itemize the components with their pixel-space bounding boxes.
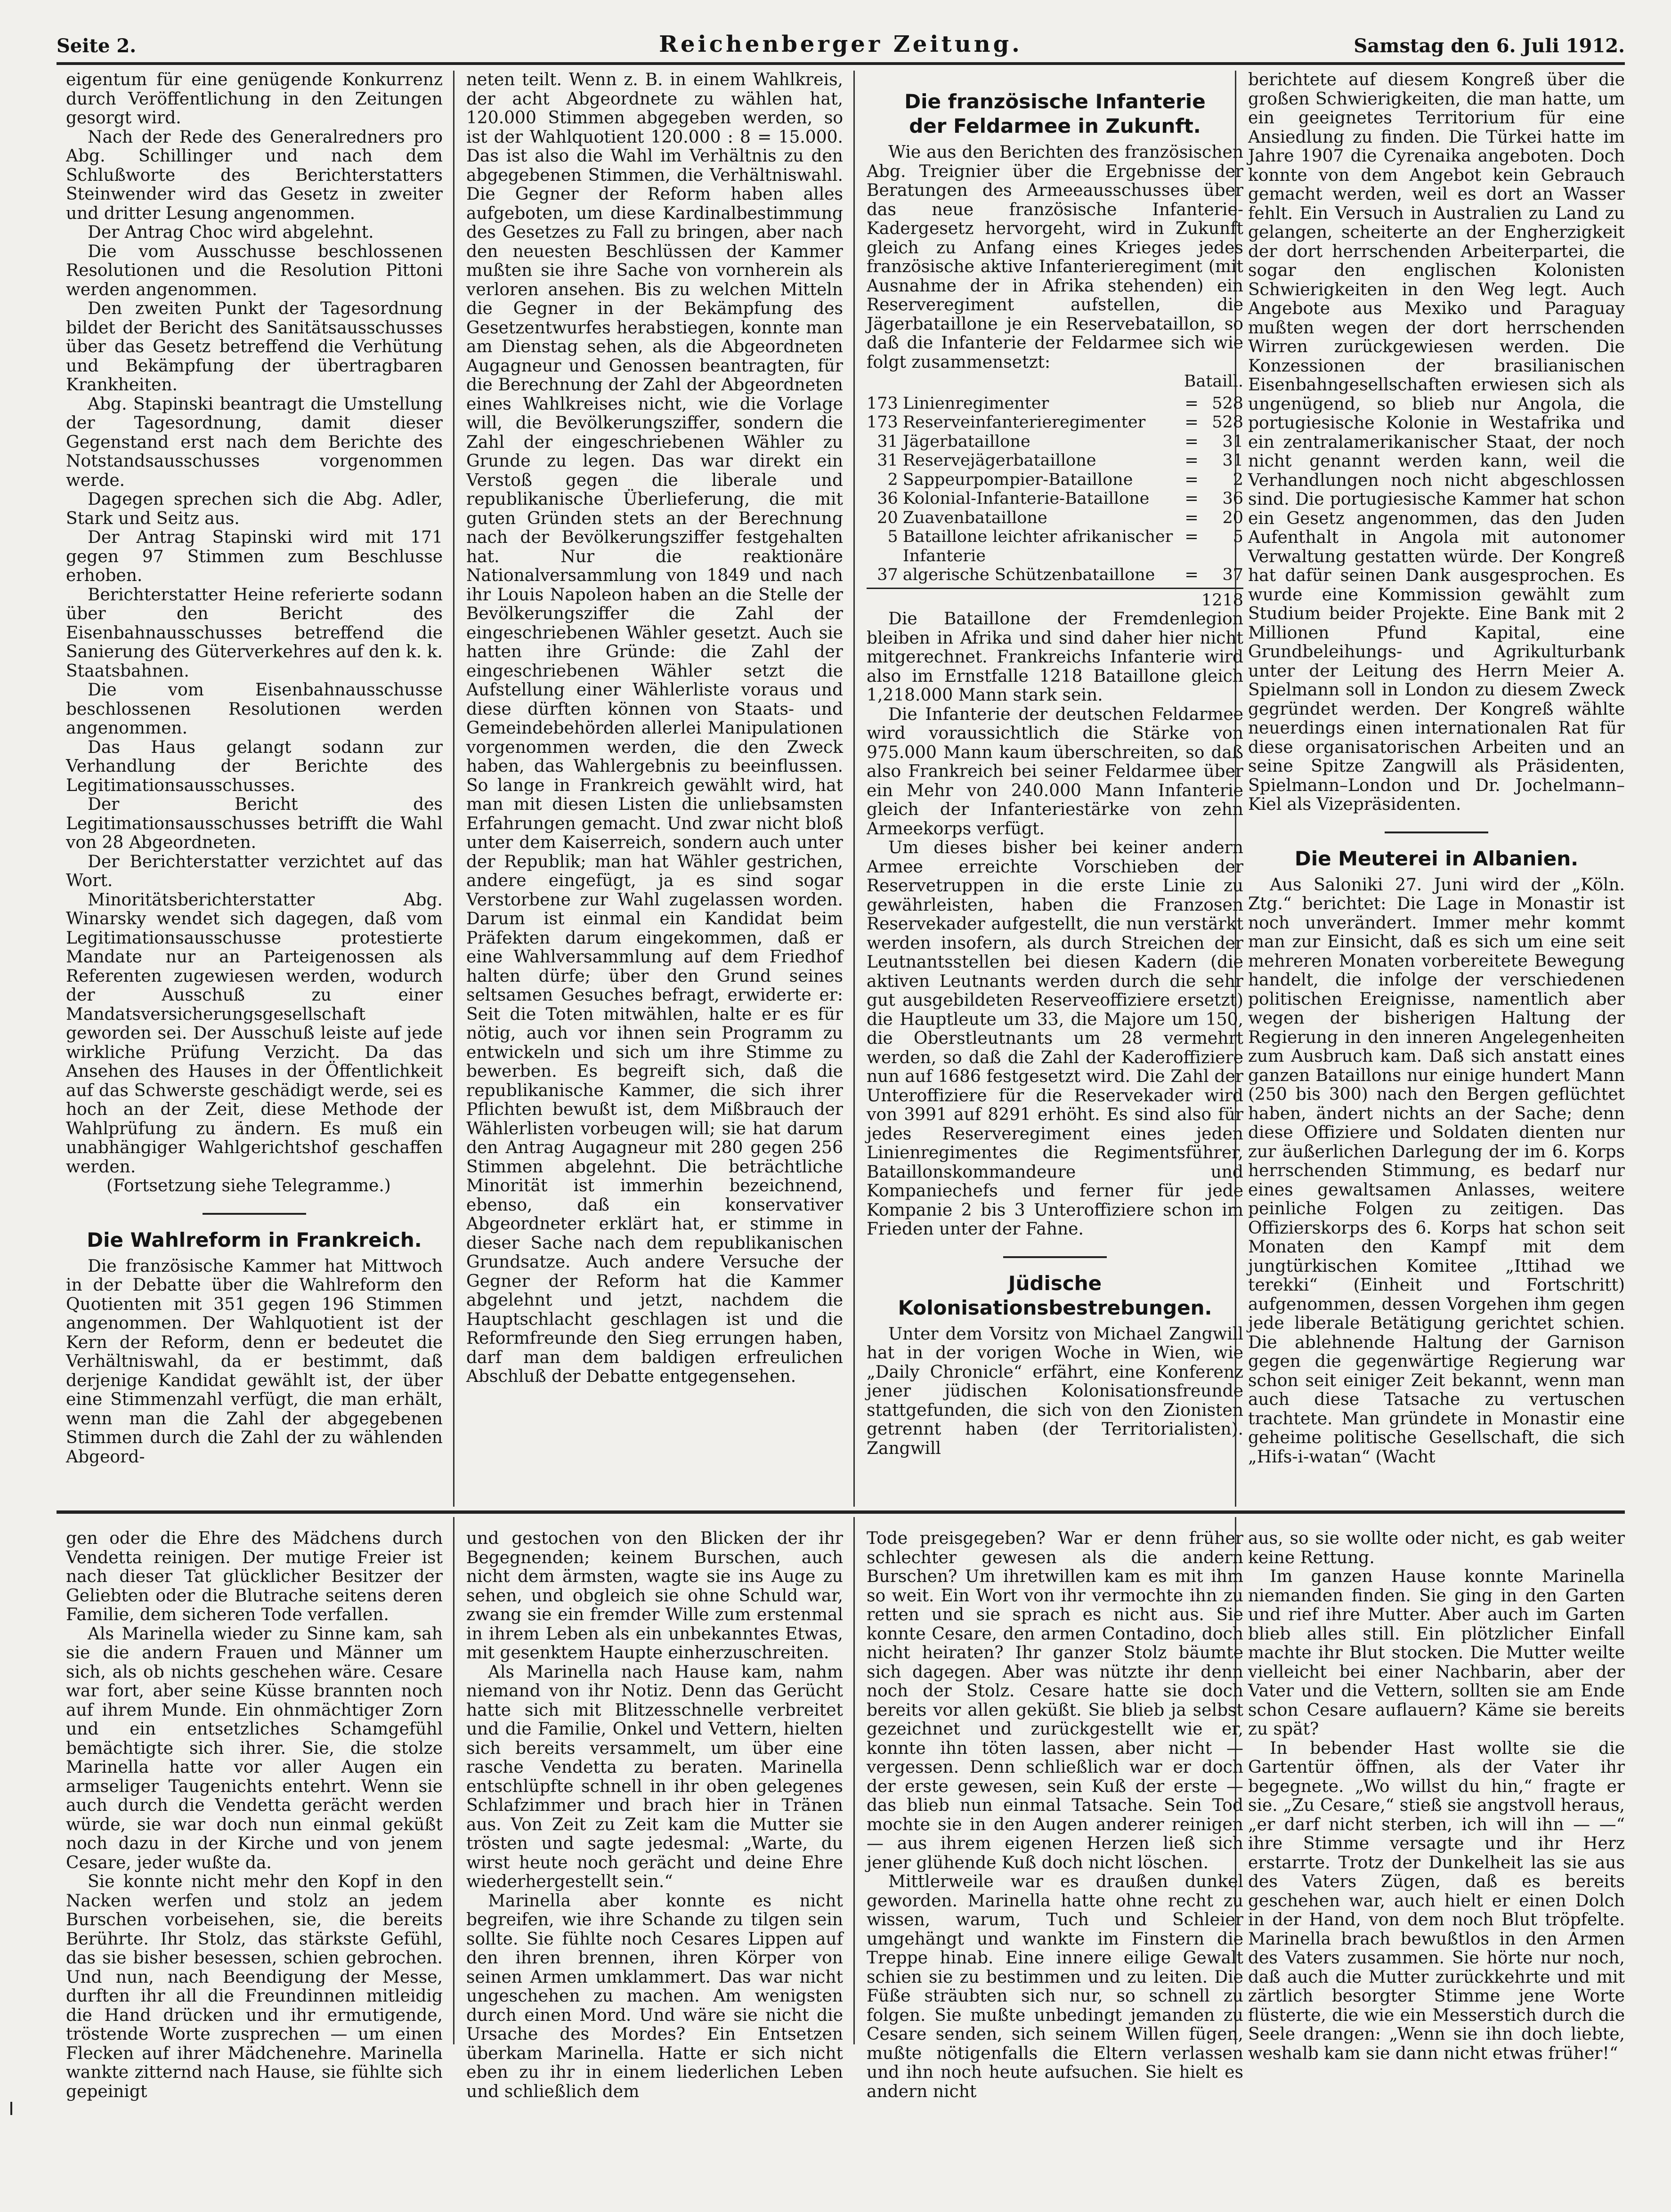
article-headline	[867, 89, 1243, 138]
paragraph: Als Marinella nach Hause kam, nahm niemand von ihr Notiz. Denn das Gerücht hatte sich mit Blitzesschnelle verbreitet und die Familie, Onkel und Vettern, hielten sich bereits versammelt, um über eine rasche Vendetta zu beraten. Marinella entschlüpfte schnell in ihr oben gelegenes Schlafzimmer und brach hier in Tränen aus. Von Zeit zu Zeit kam die Mutter sie trösten und sagte jedesmal: „Warte, du wirst heute noch gerächt und deine Ehre wiederhergestellt sein.“	[466, 1662, 843, 1891]
unit-count: 36	[877, 489, 898, 508]
paragraph: neten teilt. Wenn z. B. in einem Wahlkreis, der acht Abgeordnete zu wählen hat, 120.000 Stimmen abgegeben werden, so ist der Wahlquotient 120.000 : 8 = 15.000. Das ist also die Wahl im Verhältnis zu den abgegebenen Stimmen, die Verhältniswahl. Die Gegner der Reform haben alles aufgeboten, um diese Kardinalbestimmung des Gesetzes zu Fall zu bringen, aber nach den neuesten Beschlüssen der Kammer mußten sie ihre Sache von vornherein als verloren ansehen. Bis zu welchen Mitteln die Gegner in der Bekämpfung des Gesetzentwurfes herabstiegen, konnte man am Dienstag sehen, als die Abgeordneten Augagneur und Genossen beantragten, für die Berechnung der Zahl der Abgeordneten eines Wahlkreises nicht, wie die Vorlage will, die Bevölkerungsziffer, sondern die Zahl der eingeschriebenen Wähler zu Grunde zu legen. Das war direkt ein Verstoß gegen die liberale und republikanische Überlieferung, die mit guten Gründen stets an der Berechnung nach der Bevölkerungsziffer festgehalten hat. Nur die reaktionäre Nationalversammlung von 1849 und nach ihr Louis Napoleon haben an die Stelle der Bevölkerungsziffer die Zahl der eingeschriebenen Wähler gesetzt. Auch sie hatten ihre Gründe: die Zahl der eingeschriebenen Wähler setzt die Aufstellung einer Wählerliste voraus und diese dürften können von Staats- und Gemeindebehörden allerlei Manipulationen vorgenommen werden, die den Zweck haben, das Wahlergebnis zu beeinflussen. So lange in Frankreich gewählt wird, hat man mit diesen Listen die unliebsamsten Erfahrungen gemacht. Und zwar nicht bloß unter dem Kaiserreich, sondern auch unter der Republik; man hat Wähler gestrichen, andere eingefügt, ja es sind sogar Verstorbene zur Wahl zugelassen worden. Darum ist einmal ein Kandidat beim Präfekten darum eingekommen, daß er eine Wahlversammlung auf dem Friedhof halten dürfe; über den Grund seines seltsamen Gesuches befragt, erwiderte er: Seit die Toten mitwählen, halte er es für nötig, auch vor ihnen sein Programm zu entwickeln und sich um ihre Stimme zu bewerben. Es begreift sich, daß die republikanische Kammer, die sich ihrer Pflichten bewußt ist, dem Mißbrauch der Wählerlisten vorbeugen will; sie hat darum den Antrag Augagneur mit 280 gegen 256 Stimmen abgelehnt. Die beträchtliche Minorität ist immerhin bezeichnend, ebenso, daß ein konservativer Abgeordneter erklärt hat, er stimme in dieser Sache nach dem republikanischen Grundsatze. Auch andere Versuche der Gegner der Reform hat die Kammer abgelehnt und jetzt, nachdem die Hauptschlacht geschlagen ist und die Reformfreunde den Sieg errungen haben, darf man dem baldigen erfreulichen Abschluß der Debatte entgegensehen.	[466, 70, 843, 1386]
feuilleton-column-3	[867, 1529, 1243, 2101]
paragraph: Um dieses bisher bei keiner andern Armee erreichte Vorschieben der Reservetruppen in die erste Linie zu gewährleisten, haben die Franzosen Reservekader aufgestellt, die nun verstärkt werden insofern, als durch Streichen der Leutnantsstellen bei diesen Kadern (die aktiven Leutnants werden durch die sehr gut ausgebildeten Reserveoffiziere ersetzt) die Hauptleute um 33, die Majore um 150, die Oberstleutnants um 28 vermehrt werden, so daß die Zahl der Kaderoffiziere nun auf 1686 festgesetzt wird. Die Zahl der Unteroffiziere für die Reservekader wird von 3991 auf 8291 erhöht. Es sind also für jedes Reserveregiment eines jeden Linienregimentes die Regimentsführer, Bataillonskommandeure und Kompaniechefs und ferner für jede Kompanie 2 bis 3 Unteroffiziere schon im Frieden unter der Fahne.	[867, 838, 1243, 1239]
paragraph: berichtete auf diesem Kongreß über die großen Schwierigkeiten, die man hatte, um ein geeignetes Territorium für eine Ansiedlung zu finden. Die Türkei hatte im Jahre 1907 die Cyrenaika angeboten. Doch konnte von dem Angebot kein Gebrauch gemacht werden, weil es dort an Wasser fehlt. Ein Versuch in Australien zu Land zu gelangen, scheiterte an der Engherzigkeit der dort herrschenden Arbeiterpartei, die sogar den englischen Kolonisten Schwierigkeiten in den Weg legt. Auch Angebote aus Mexiko und Paraguay mußten wegen der dort herrschenden Wirren zurückgewiesen werden. Die Konzessionen der brasilianischen Eisenbahngesellschaften erwiesen sich als ungenügend, so blieb nur Angola, die portugiesische Kolonie in Westafrika und ein zentralamerikanischer Staat, der noch nicht genannt werden kann, weil die Verhandlungen noch nicht abgeschlossen sind. Die portugiesische Kammer hat schon ein Gesetz angenommen, das den Juden Aufenthalt in Angola mit autonomer Verwaltung gestatten würde. Der Kongreß hat dafür seinen Dank ausgesprochen. Es wurde eine Kommission gewählt zum Studium beider Projekte. Eine Bank mit 2 Millionen Pfund Kapital, eine Grundbeleihungs- und Agrikulturbank unter der Leitung des Herrn Meier A. Spielmann soll in London zu diesem Zweck gegründet werden. Der Kongreß wählte neuerdings einen internationalen Rat für diese organisatorischen Arbeiten und an seine Spitze Zangwill als Präsidenten, Spielmann–London und Dr. Jochelmann–Kiel als Vizepräsidenten.	[1248, 70, 1625, 814]
column-rule	[453, 1517, 454, 2044]
unit-count: 20	[877, 508, 898, 527]
equals-sign: =	[1184, 451, 1199, 470]
unit-name: Reserveinfanterieregimenter	[902, 413, 1146, 432]
paragraph: Das Haus gelangt sodann zur Verhandlung der Berichte des Legitimationsausschusses.	[66, 737, 443, 795]
table-row	[867, 509, 1243, 528]
battalion-count: 5	[1233, 527, 1243, 546]
header-rule	[57, 62, 1625, 65]
paragraph: aus, so sie wollte oder nicht, es gab weiter keine Rettung.	[1248, 1529, 1625, 1567]
unit-name: Sappeurpompier-Bataillone	[902, 470, 1133, 489]
unit-name: Linienregimenter	[902, 394, 1049, 413]
paragraph: Den zweiten Punkt der Tagesordnung bildet der Bericht des Sanitätsausschusses über das Gesetz betreffend die Verhütung und Bekämpfung der übertragbaren Krankheiten.	[66, 299, 443, 395]
paragraph: In bebender Hast wollte sie die Gartentür öffnen, als der Vater ihr begegnete. „Wo willst du hin,“ fragte er sie. „Zu Cesare,“ stieß sie angstvoll heraus, „er darf nicht sterben, ich will ihn — —“ ihre Stimme versagte und ihr Herz erstarrte. Trotz der Dunkelheit las sie aus des Vaters Zügen, daß es bereits geschehen war, auch hielt er einen Dolch in der Hand, von dem noch Blut tröpfelte. Marinella brach bewußtlos in den Armen des Vaters zusammen. Sie hörte nur noch, daß auch die Mutter zurückkehrte und mit zärtlich besorgter Stimme jene Worte flüsterte, die wie ein Messerstich durch die Seele drangen: „Wenn sie ihn doch liebte, weshalb kam sie dann nicht etwas früher!“	[1248, 1738, 1625, 2063]
paragraph: Mittlerweile war es draußen dunkel geworden. Marinella hatte ohne recht zu wissen, warum, Tuch und Schleier umgehängt und wankte im Finstern die Treppe hinab. Eine innere eilige Gewalt schien sie zu bestimmen und zu leiten. Die Füße sträubten sich nur, so schnell zu folgen. Sie mußte unbedingt jemanden zu Cesare senden, sich seinem Willen fügen, mußte nötigenfalls die Eltern verlassen und ihn noch heute aufsuchen. Sie hielt es andern nicht	[867, 1872, 1243, 2101]
headline-line: Die französische Infanterie	[904, 90, 1206, 113]
unit-count: 31	[877, 451, 898, 470]
section-separator	[1385, 832, 1488, 833]
column-2	[466, 71, 843, 1500]
article-headline: Die Meuterei in Albanien.	[1294, 847, 1579, 870]
feuilleton-column-4	[1248, 1529, 1625, 2063]
unit-count: 173	[867, 394, 898, 413]
paragraph: Als Marinella wieder zu Sinne kam, sah sie die andern Frauen und Männer um sich, als ob nichts geschehen wäre. Cesare war fort, aber seine Küsse brannten noch auf ihrem Munde. Ein ohnmächtiger Zorn und ein entsetzliches Schamgefühl bemächtigte sich ihrer. Sie, die stolze Marinella hatte vor aller Augen ein armseliger Taugenichts entehrt. Wenn sie auch durch die Vendetta gerächt werden würde, sie war doch nun einmal geküßt noch dazu in der Kirche und von jenem Cesare, jeder wußte da.	[66, 1624, 443, 1873]
margin-mark	[10, 2102, 12, 2115]
unit-name: Zuavenbataillone	[902, 508, 1047, 527]
battalion-count: 20	[1222, 508, 1243, 527]
equals-sign: =	[1184, 489, 1199, 508]
column-1	[66, 71, 443, 1500]
table-row	[867, 413, 1243, 432]
paragraph: Der Antrag Stapinski wird mit 171 gegen 97 Stimmen zum Beschlusse erhoben.	[66, 528, 443, 585]
equals-sign: =	[1184, 432, 1199, 451]
article-headline: Die Wahlreform in Frankreich.	[87, 1228, 422, 1251]
paragraph: Die vom Eisenbahnausschusse beschlossenen Resolutionen werden angenommen.	[66, 680, 443, 738]
equals-sign: =	[1184, 565, 1199, 584]
battalion-count: 528	[1212, 413, 1243, 432]
battalion-count: 2	[1233, 470, 1243, 489]
newspaper-title: Reichenberger Zeitung.	[659, 31, 1022, 57]
battalion-table	[867, 394, 1243, 585]
table-row	[867, 451, 1243, 470]
feuilleton-column-1	[66, 1529, 443, 2101]
paragraph: Berichterstatter Heine referierte sodann über den Bericht des Eisenbahnausschusses betreffend die Sanierung des Güterverkehres auf den k. k. Staatsbahnen.	[66, 585, 443, 681]
unit-count: 173	[867, 413, 898, 432]
table-total: 1218	[867, 588, 1243, 610]
equals-sign: =	[1184, 470, 1199, 489]
equals-sign: =	[1184, 394, 1199, 413]
column-rule	[853, 1517, 855, 2044]
unit-name: algerische Schützenbataillone	[902, 565, 1155, 584]
equals-sign: =	[1184, 508, 1199, 527]
unit-name: Jägerbataillone	[902, 432, 1030, 451]
table-row	[867, 565, 1243, 585]
battalion-count: 31	[1222, 451, 1243, 470]
column-rule	[853, 71, 855, 1507]
paragraph: Die vom Ausschusse beschlossenen Resolutionen und die Resolution Pittoni werden angenommen.	[66, 242, 443, 299]
table-row	[867, 394, 1243, 413]
equals-sign: =	[1184, 413, 1199, 432]
headline-line: der Feldarmee in Zukunft.	[909, 114, 1201, 137]
table-row	[867, 527, 1243, 565]
paragraph: Die französische Kammer hat Mittwoch in der Debatte über die Wahlreform den Quotienten mit 351 gegen 196 Stimmen angenommen. Der Wahlquotient ist der Kern der Reform, denn er bedeutet die Verhältniswahl, da er bestimmt, daß derjenige Kandidat gewählt ist, der über eine Stimmenzahl verfügt, die man erhält, wenn man die Zahl der abgegebenen Stimmen durch die Zahl der zu wählenden Abgeord-	[66, 1256, 443, 1467]
column-4	[1248, 71, 1625, 1500]
unit-count: 5	[887, 527, 898, 546]
battalion-count: 31	[1222, 432, 1243, 451]
paragraph: Wie aus den Berichten des französischen Abg. Treignier über die Ergebnisse der Beratungen des Armeeausschusses über das neue französische Infanterie-Kadergesetz hervorgeht, wird in Zukunft gleich zu Anfang eines Krieges jedes französische aktive Infanterieregiment (mit Ausnahme der in Afrika stehenden) ein Reserveregiment aufstellen, die Jägerbataillone je ein Reservebataillon, so daß die Infanterie der Feldarmee sich wie folgt zusammensetzt:	[867, 143, 1243, 372]
table-header: Bataill.	[1184, 372, 1243, 391]
table-row	[867, 470, 1243, 490]
battalion-count: 528	[1212, 394, 1243, 413]
paragraph: Abg. Stapinski beantragt die Umstellung der Tagesordnung, damit dieser Gegenstand erst nach dem Berichte des Notstandsausschusses vorgenommen werde.	[66, 394, 443, 490]
unit-count: 37	[877, 565, 898, 584]
paragraph: Im ganzen Hause konnte Marinella niemanden finden. Sie ging in den Garten und rief ihre Mutter. Aber auch im Garten blieb alles still. Ein plötzlicher Einfall machte ihr Blut stocken. Die Mutter weilte vielleicht bei einer Nachbarin, aber der Vater und die Vettern, sollten sie am Ende schon Cesare auflauern? Käme sie bereits zu spät?	[1248, 1567, 1625, 1739]
unit-count: 31	[877, 432, 898, 451]
paragraph: Tode preisgegeben? War er denn früher schlechter gewesen als die andern Burschen? Um ihretwillen kam es mit ihm so weit. Ein Wort von ihr vermochte ihn zu retten und sie sprach es nicht aus. Sie konnte Cesare, den armen Contadino, doch nicht heiraten? Ihr ganzer Stolz bäumte sich dagegen. Aber was nützte ihr denn noch der Stolz. Cesare hatte sie doch bereits vor allen geküßt. Sie blieb ja selbst gezeichnet und zurückgestellt wie er, konnte ihn töten lassen, aber nicht — vergessen. Denn schließlich war er doch der erste gewesen, sein Kuß der erste — das blieb nun einmal Tatsache. Sein Tod mochte sie in den Augen anderer reinigen — aus ihrem eigenen Herzen ließ sich jener glühende Kuß doch nicht löschen.	[867, 1529, 1243, 1873]
issue-date: Samstag den 6. Juli 1912.	[1354, 35, 1625, 57]
paragraph: Marinella aber konnte es nicht begreifen, wie ihre Schande zu tilgen sein sollte. Sie fühlte noch Cesares Lippen auf den ihren brennen, ihren Körper von seinen Armen umklammert. Das war nicht ungeschehen zu machen. Am wenigsten durch einen Mord. Und wäre sie nicht die Ursache des Mordes? Ein Entsetzen überkam Marinella. Hatte er sich nicht eben zu ihr in einem liederlichen Leben und schließlich dem	[466, 1891, 843, 2101]
column-rule	[453, 71, 454, 1507]
table-row	[867, 489, 1243, 509]
paragraph: Nach der Rede des Generalredners pro Abg. Schillinger und nach dem Schlußworte des Berichterstatters Steinwender wird das Gesetz in zweiter und dritter Lesung angenommen.	[66, 127, 443, 223]
feuilleton-rule	[57, 1510, 1625, 1514]
column-3	[867, 71, 1243, 1500]
section-separator	[1003, 1256, 1107, 1258]
page-number: Seite 2.	[57, 35, 137, 57]
paragraph: Unter dem Vorsitz von Michael Zangwill hat in der vorigen Woche in Wien, wie „Daily Chronicle“ erfährt, eine Konferenz jener jüdischen Kolonisationsfreunde stattgefunden, die sich von den Zionisten getrennt haben (der Territorialisten). Zangwill	[867, 1324, 1243, 1458]
unit-name: Kolonial-Infanterie-Bataillone	[902, 489, 1150, 508]
page-header	[57, 28, 1625, 66]
battalion-count: 36	[1222, 489, 1243, 508]
unit-name: Reservejägerbataillone	[902, 451, 1096, 470]
paragraph: Der Bericht des Legitimationsausschusses betrifft die Wahl von 28 Abgeordneten.	[66, 795, 443, 852]
paragraph: Die Infanterie der deutschen Feldarmee wird voraussichtlich die Stärke von 975.000 Mann kaum überschreiten, so daß also Frankreich bei seiner Feldarmee über ein Mehr von 240.000 Mann Infanterie gleich der Infanteriestärke von zehn Armeekorps verfügt.	[867, 704, 1243, 839]
paragraph: Der Berichterstatter verzichtet auf das Wort.	[66, 852, 443, 890]
paragraph: (Fortsetzung siehe Telegramme.)	[106, 1176, 391, 1195]
paragraph: Die Bataillone der Fremdenlegion bleiben in Afrika und sind daher hier nicht mitgerechnet. Frankreichs Infanterie wird also im Ernstfalle 1218 Bataillone gleich 1,218.000 Mann stark sein.	[867, 609, 1243, 705]
battalion-count: 37	[1222, 565, 1243, 584]
unit-count: 2	[887, 470, 898, 489]
paragraph: eigentum für eine genügende Konkurrenz durch Veröffentlichung in den Zeitungen gesorgt wird.	[66, 70, 443, 128]
paragraph: Aus Saloniki 27. Juni wird der „Köln. Ztg.“ berichtet: Die Lage in Monastir ist noch unverändert. Immer mehr kommt man zur Einsicht, daß es sich um eine seit mehreren Monaten vorbereitete Bewegung handelt, die infolge der verschiedenen politischen Ereignisse, namentlich aber wegen der bisherigen Haltung der Regierung in den inneren Angelegenheiten zum Ausbruch kam. Daß sich anstatt eines ganzen Bataillons nur einige hundert Mann (250 bis 300) nach den Bergen geflüchtet haben, ändert nichts an der Sache; denn diese Offiziere und Soldaten dienten nur zur äußerlichen Darlegung der im 6. Korps herrschenden Stimmung, es bedarf nur eines gewaltsamen Anlasses, weitere peinliche Folgen zu zeitigen. Das Offizierskorps des 6. Korps hat schon seit Monaten den Kampf mit dem jungtürkischen Komitee „Ittihad we terekki“ (Einheit und Fortschritt) aufgenommen, dessen Vorgehen ihm gegen jede liberale Betätigung gerichtet schien. Die ablehnende Haltung der Garnison gegen die gegenwärtige Regierung war schon seit einiger Zeit bekannt, wenn man auch diese Tatsache zu vertuschen trachtete. Man gründete in Monastir eine geheime politische Gesellschaft, die sich „Hifs-i-watan“ (Wacht	[1248, 875, 1625, 1467]
equals-sign: =	[1184, 527, 1199, 546]
feuilleton-column-2	[466, 1529, 843, 2101]
section-separator	[203, 1213, 306, 1215]
paragraph: Der Antrag Choc wird abgelehnt.	[88, 223, 374, 242]
paragraph: Sie konnte nicht mehr den Kopf in den Nacken werfen und stolz an jedem Burschen vorbeisehen, sie, die bereits Berührte. Ihr Stolz, das stärkste Gefühl, das sie bisher besessen, schien gebrochen. Und nun, nach Beendigung der Messe, durften ihr all die Freundinnen mitleidig die Hand drücken und ihr ermutigende, tröstende Worte zusprechen — um einen Flecken auf ihrer Mädchenehre. Marinella wankte zitternd nach Hause, sie fühlte sich gepeinigt	[66, 1872, 443, 2101]
paragraph: Minoritätsberichterstatter Abg. Winarsky wendet sich dagegen, daß vom Legitimationsausschusse protestierte Mandate nur an Parteigenossen als Referenten zugewiesen werden, wodurch der Ausschuß zu einer Mandatsversicherungsgesellschaft geworden sei. Der Ausschuß leiste auf jede wirkliche Prüfung Verzicht. Da das Ansehen des Hauses in der Öffentlichkeit auf das Schwerste geschädigt werde, sei es hoch an der Zeit, diese Methode der Wahlprüfung zu ändern. Es muß ein unabhängiger Wahlgerichtshof geschaffen werden.	[66, 890, 443, 1177]
article-headline: Jüdische Kolonisationsbestrebungen.	[898, 1271, 1212, 1319]
paragraph: und gestochen von den Blicken der ihr Begegnenden; keinem Burschen, auch nicht dem ärmsten, wagte sie ins Auge zu sehen, und obgleich sie ohne Schuld war, zwang sie ein fremder Wille zum erstenmal in ihrem Leben als ein unbekanntes Etwas, mit gesenktem Haupte einherzuschreiten.	[466, 1529, 843, 1663]
table-row	[867, 432, 1243, 452]
unit-name: Bataillone leichter afrikanischer Infanterie	[902, 527, 1173, 565]
paragraph: Dagegen sprechen sich die Abg. Adler, Stark und Seitz aus.	[66, 490, 443, 528]
paragraph: gen oder die Ehre des Mädchens durch Vendetta reinigen. Der mutige Freier ist nach dieser Tat glücklicher Besitzer der Geliebten oder die Blutrache seitens deren Familie, dem sicheren Tode verfallen.	[66, 1529, 443, 1624]
